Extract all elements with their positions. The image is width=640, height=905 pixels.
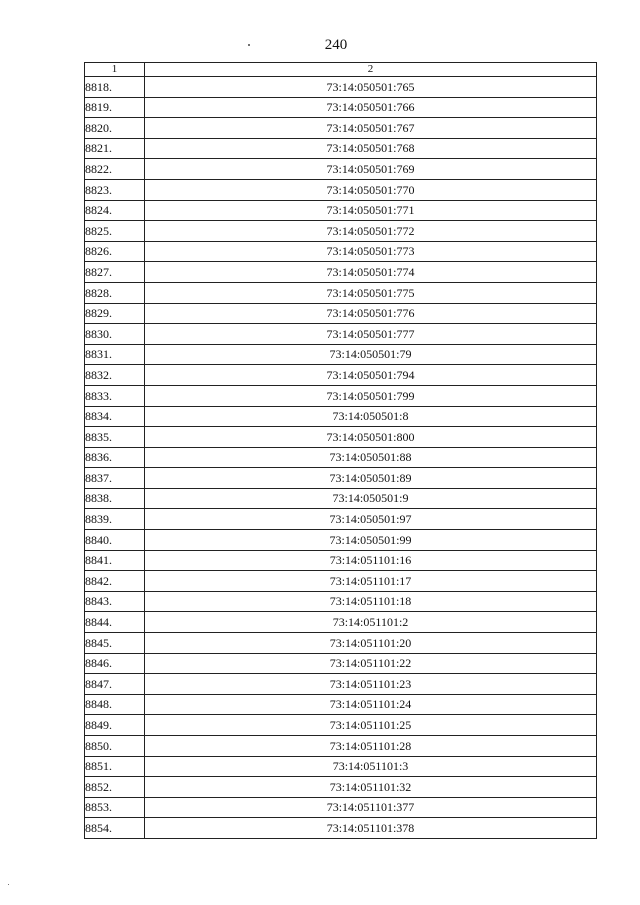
cadastral-number-cell: 73:14:050501:9 (145, 488, 597, 509)
table-row (85, 653, 597, 674)
row-number-cell: 8825. (85, 221, 145, 242)
row-number-cell: 8823. (85, 179, 145, 200)
table-row (85, 591, 597, 612)
cadastral-number-cell: 73:14:051101:23 (145, 674, 597, 695)
cadastral-number-cell: 73:14:050501:775 (145, 282, 597, 303)
row-number-cell: 8824. (85, 200, 145, 221)
scan-speck (8, 884, 9, 885)
row-number-cell: 8848. (85, 694, 145, 715)
row-number-cell: 8831. (85, 344, 145, 365)
page-number: 240 (324, 37, 348, 53)
cadastral-number-cell: 73:14:050501:767 (145, 118, 597, 139)
table-row (85, 797, 597, 818)
row-number-cell: 8840. (85, 530, 145, 551)
table-row (85, 612, 597, 633)
table-row (85, 427, 597, 448)
cadastral-number-cell: 73:14:050501:794 (145, 365, 597, 386)
cadastral-number-cell: 73:14:050501:769 (145, 159, 597, 180)
row-number-cell: 8828. (85, 282, 145, 303)
cadastral-number-cell: 73:14:051101:378 (145, 818, 597, 839)
cadastral-number-cell: 73:14:050501:99 (145, 530, 597, 551)
table-row (85, 715, 597, 736)
table-row (85, 138, 597, 159)
row-number-cell: 8826. (85, 241, 145, 262)
cadastral-number-cell: 73:14:051101:24 (145, 694, 597, 715)
row-number-cell: 8836. (85, 447, 145, 468)
cadastral-number-cell: 73:14:050501:774 (145, 262, 597, 283)
table-row (85, 406, 597, 427)
row-number-cell: 8843. (85, 591, 145, 612)
table-row (85, 736, 597, 757)
cadastral-number-cell: 73:14:050501:800 (145, 427, 597, 448)
table-row (85, 262, 597, 283)
cadastral-number-cell: 73:14:051101:16 (145, 550, 597, 571)
cadastral-number-cell: 73:14:050501:97 (145, 509, 597, 530)
row-number-cell: 8822. (85, 159, 145, 180)
row-number-cell: 8846. (85, 653, 145, 674)
row-number-cell: 8844. (85, 612, 145, 633)
row-number-cell: 8838. (85, 488, 145, 509)
row-number-cell: 8854. (85, 818, 145, 839)
row-number-cell: 8830. (85, 324, 145, 345)
registry-table-body (85, 77, 597, 839)
row-number-cell: 8839. (85, 509, 145, 530)
row-number-cell: 8833. (85, 385, 145, 406)
table-row (85, 324, 597, 345)
row-number-cell: 8853. (85, 797, 145, 818)
cadastral-number-cell: 73:14:050501:770 (145, 179, 597, 200)
row-number-cell: 8851. (85, 756, 145, 777)
cadastral-number-cell: 73:14:051101:17 (145, 571, 597, 592)
row-number-cell: 8842. (85, 571, 145, 592)
cadastral-number-cell: 73:14:051101:3 (145, 756, 597, 777)
table-row (85, 509, 597, 530)
row-number-cell: 8818. (85, 77, 145, 98)
row-number-cell: 8849. (85, 715, 145, 736)
row-number-cell: 8819. (85, 97, 145, 118)
cadastral-number-cell: 73:14:050501:8 (145, 406, 597, 427)
table-row (85, 385, 597, 406)
table-row (85, 488, 597, 509)
table-row (85, 633, 597, 654)
table-row (85, 159, 597, 180)
table-row (85, 530, 597, 551)
cadastral-number-cell: 73:14:050501:799 (145, 385, 597, 406)
cadastral-number-cell: 73:14:051101:22 (145, 653, 597, 674)
cadastral-number-cell: 73:14:051101:28 (145, 736, 597, 757)
row-number-cell: 8820. (85, 118, 145, 139)
table-row (85, 282, 597, 303)
table-row (85, 571, 597, 592)
row-number-cell: 8835. (85, 427, 145, 448)
column-header-code: 2 (145, 63, 597, 77)
table-row (85, 550, 597, 571)
cadastral-number-cell: 73:14:050501:772 (145, 221, 597, 242)
table-row (85, 777, 597, 798)
cadastral-number-cell: 73:14:050501:777 (145, 324, 597, 345)
row-number-cell: 8841. (85, 550, 145, 571)
cadastral-number-cell: 73:14:050501:776 (145, 303, 597, 324)
row-number-cell: 8821. (85, 138, 145, 159)
row-number-cell: 8850. (85, 736, 145, 757)
cadastral-number-cell: 73:14:051101:377 (145, 797, 597, 818)
table-row (85, 818, 597, 839)
cadastral-number-cell: 73:14:050501:766 (145, 97, 597, 118)
cadastral-number-cell: 73:14:051101:25 (145, 715, 597, 736)
row-number-cell: 8832. (85, 365, 145, 386)
cadastral-number-cell: 73:14:051101:2 (145, 612, 597, 633)
cadastral-number-cell: 73:14:050501:771 (145, 200, 597, 221)
table-row (85, 344, 597, 365)
cadastral-number-cell: 73:14:050501:768 (145, 138, 597, 159)
table-row (85, 468, 597, 489)
table-row (85, 200, 597, 221)
cadastral-number-cell: 73:14:051101:32 (145, 777, 597, 798)
cadastral-number-cell: 73:14:050501:773 (145, 241, 597, 262)
registry-table (84, 62, 597, 839)
cadastral-number-cell: 73:14:050501:765 (145, 77, 597, 98)
cadastral-number-cell: 73:14:050501:88 (145, 447, 597, 468)
cadastral-number-cell: 73:14:050501:89 (145, 468, 597, 489)
cadastral-number-cell: 73:14:051101:20 (145, 633, 597, 654)
table-row (85, 303, 597, 324)
row-number-cell: 8837. (85, 468, 145, 489)
table-row (85, 674, 597, 695)
row-number-cell: 8847. (85, 674, 145, 695)
row-number-cell: 8829. (85, 303, 145, 324)
column-header-number: 1 (85, 63, 145, 77)
table-row (85, 694, 597, 715)
table-row (85, 118, 597, 139)
cadastral-number-cell: 73:14:051101:18 (145, 591, 597, 612)
table-row (85, 447, 597, 468)
cadastral-number-cell: 73:14:050501:79 (145, 344, 597, 365)
row-number-cell: 8827. (85, 262, 145, 283)
table-row (85, 241, 597, 262)
table-row (85, 97, 597, 118)
table-row (85, 179, 597, 200)
table-header-row (85, 63, 597, 77)
row-number-cell: 8845. (85, 633, 145, 654)
table-row (85, 365, 597, 386)
table-row (85, 221, 597, 242)
row-number-cell: 8834. (85, 406, 145, 427)
row-number-cell: 8852. (85, 777, 145, 798)
table-row (85, 756, 597, 777)
table-row (85, 77, 597, 98)
